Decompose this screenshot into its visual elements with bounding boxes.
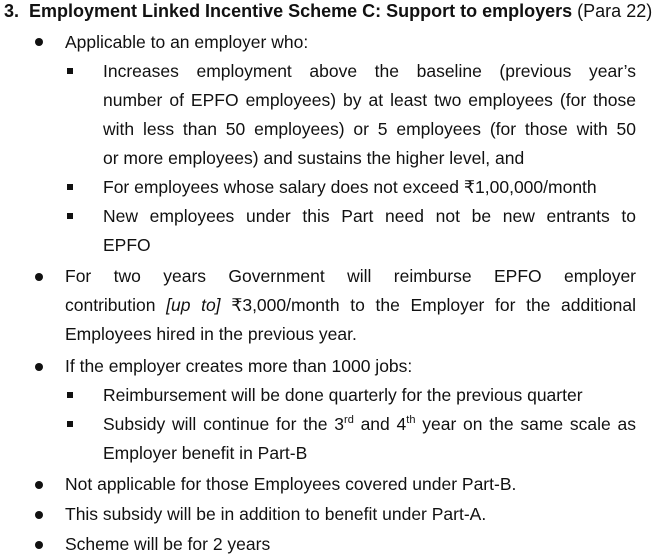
section-heading [4, 0, 652, 22]
bullet-text: For two years Government will reimburse EPFO employer contribution [up to] ₹3,000/month to the Employer for the additional Employees hired in the previous year. [65, 266, 636, 344]
bullet-dot [35, 273, 43, 281]
sub-bullet-text: Increases employment above the baseline (previous year’s number of EPFO employees) by at least two employees (for those with less than 50 employees) or 5 employees (for those with 50 or more employees) and sustains the higher level, and [103, 61, 636, 168]
sub-bullet-text: Reimbursement will be done quarterly for the previous quarter [103, 385, 583, 405]
bullet-text: Applicable to an employer who: [65, 32, 309, 52]
bullet-text: Not applicable for those Employees covered under Part-B. [65, 474, 517, 494]
sub-bullet-square [67, 184, 73, 190]
bullet-dot [35, 541, 43, 549]
section-ref: (Para 22) [577, 1, 652, 21]
section-number: 3. [4, 1, 20, 21]
sub-bullet-square [67, 421, 73, 427]
bullet-dot [35, 511, 43, 519]
bullet-text: If the employer creates more than 1000 jobs: [65, 356, 413, 376]
bullet-dot [35, 481, 43, 489]
bullet-dot [35, 38, 43, 46]
sub-bullet-square [67, 392, 73, 398]
sub-bullet-text: For employees whose salary does not exceed ₹1,00,000/month [103, 177, 597, 197]
sub-bullet-text: Subsidy will continue for the 3rd and 4th year on the same scale as Employer benefit in Part-B [103, 414, 637, 463]
sub-bullet-square [67, 68, 73, 74]
bullet-dot [35, 363, 43, 371]
bullet-text: Scheme will be for 2 years [65, 534, 271, 554]
section-title: Employment Linked Incentive Scheme C: Support to employers [29, 1, 573, 21]
bullet-text: This subsidy will be in addition to benefit under Part-A. [65, 504, 487, 524]
sub-bullet-square [67, 213, 73, 219]
sub-bullet-text: New employees under this Part need not be new entrants to EPFO [103, 206, 636, 255]
